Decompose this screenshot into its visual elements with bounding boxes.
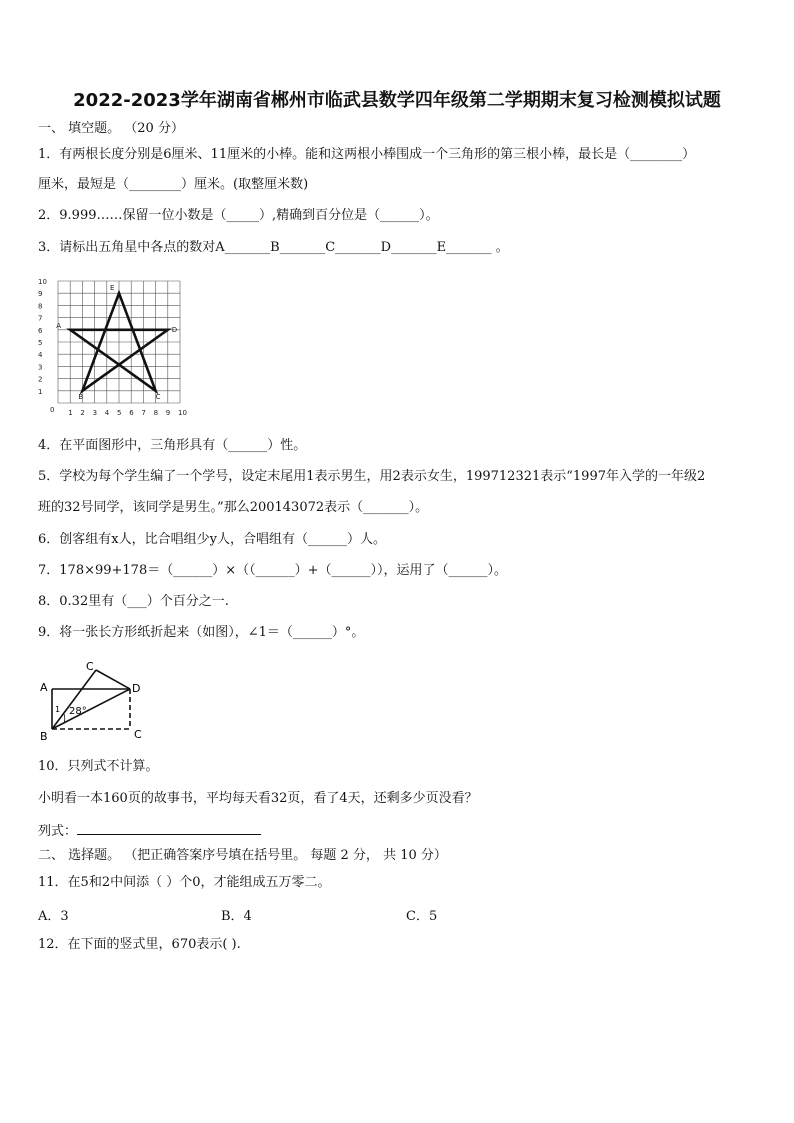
- y-axis-ticks: [38, 278, 47, 396]
- y-tick-label: 10: [38, 278, 47, 286]
- section2-heading: 二、 选择题。 （把正确答案序号填在括号里。 每题 2 分， 共 10 分）: [38, 848, 447, 863]
- q11-text: 11．在5和2中间添（ ）个0，才能组成五万零二。: [38, 875, 331, 890]
- angle-28-label: 28°: [69, 706, 87, 717]
- label-a: A: [40, 681, 48, 694]
- point-label-d: D: [171, 325, 178, 334]
- y-tick-label: 6: [38, 326, 43, 335]
- q10-answer-row: [38, 821, 261, 841]
- q4-text: 4．在平面图形中，三角形具有（______）性。: [38, 438, 307, 453]
- point-label-c: C: [155, 392, 161, 401]
- q5-line1: 5．学校为每个学生编了一个学号，设定末尾用1表示男生，用2表示女生，199712321表示“1997年入学的一年级2: [38, 469, 706, 484]
- q10-head: 10．只列式不计算。: [38, 759, 159, 774]
- q10-answer-label: 列式：: [38, 824, 78, 839]
- q7-text: 7．178×99+178＝（______）×（（______）+（______）），运用了（______）。: [38, 563, 508, 578]
- x-tick-label: 8: [153, 409, 159, 417]
- y-tick-label: 2: [38, 375, 43, 384]
- x-tick-label: 4: [104, 409, 110, 417]
- point-label-a: A: [56, 321, 61, 330]
- x-tick-label: 6: [129, 409, 134, 417]
- y-tick-label: 4: [38, 351, 43, 360]
- section1-heading: 一、 填空题。 （20 分）: [38, 121, 184, 136]
- q11-option-c: C．5: [406, 909, 438, 924]
- folded-paper-figure: [38, 656, 148, 744]
- x-tick-label: 10: [178, 409, 187, 417]
- q11-option-b: B．4: [221, 909, 252, 924]
- label-b: B: [40, 730, 48, 743]
- x-tick-label: 5: [117, 409, 122, 417]
- x-tick-label: 7: [141, 409, 146, 417]
- grid-lines: [58, 281, 180, 403]
- angle-1-label: 1: [55, 705, 61, 714]
- y-tick-label: 7: [38, 314, 43, 323]
- fold-crease: [52, 689, 130, 729]
- q11-option-a: A．3: [38, 909, 69, 924]
- q1-line1: 1．有两根长度分别是6厘米、11厘米的小棒。能和这两根小棒围成一个三角形的第三根小棒，最长是（________）: [38, 147, 696, 162]
- q9-text: 9．将一张长方形纸折起来（如图），∠1＝（______）°。: [38, 625, 365, 640]
- q3-text: 3．请标出五角星中各点的数对A_______B_______C_______D_______E_______ 。: [38, 240, 509, 255]
- q10-body: 小明看一本160页的故事书，平均每天看32页，看了4天，还剩多少页没看？: [38, 791, 478, 806]
- angle-arc: [64, 714, 65, 723]
- q12-text: 12．在下面的竖式里，670表示( ).: [38, 937, 241, 952]
- q5-line2: 班的32号同学，该同学是男生。”那么200143072表示（_______）。: [38, 500, 429, 515]
- page-title: 2022-2023学年湖南省郴州市临武县数学四年级第二学期期末复习检测模拟试题: [73, 90, 721, 111]
- label-c-top: C: [86, 660, 94, 673]
- origin-label: 0: [50, 406, 55, 414]
- x-tick-label: 3: [92, 409, 98, 417]
- label-c-bottom: C: [134, 728, 142, 741]
- y-tick-label: 8: [38, 302, 43, 311]
- x-tick-label: 1: [68, 409, 73, 417]
- q10-answer-blank[interactable]: [77, 821, 261, 835]
- x-tick-label: 9: [165, 409, 171, 417]
- q8-text: 8．0.32里有（___）个百分之一.: [38, 594, 229, 609]
- fold-flap-edge: [52, 670, 96, 729]
- x-tick-label: 2: [80, 409, 85, 417]
- x-axis-ticks: [68, 409, 187, 417]
- y-tick-label: 9: [38, 290, 43, 299]
- q1-line2: 厘米，最短是（________）厘米。(取整厘米数): [38, 177, 309, 192]
- y-tick-label: 3: [38, 363, 43, 372]
- fold-flap-top: [96, 670, 130, 689]
- point-label-b: B: [78, 392, 84, 401]
- point-label-e: E: [110, 284, 115, 293]
- y-tick-label: 5: [38, 339, 43, 347]
- q6-text: 6．创客组有x人，比合唱组少y人，合唱组有（______）人。: [38, 532, 386, 547]
- label-d: D: [132, 682, 141, 695]
- q2-text: 2．9.999……保留一位小数是（_____）,精确到百分位是（______）。: [38, 208, 439, 223]
- y-tick-label: 1: [38, 387, 43, 396]
- star-grid-figure: [36, 266, 246, 428]
